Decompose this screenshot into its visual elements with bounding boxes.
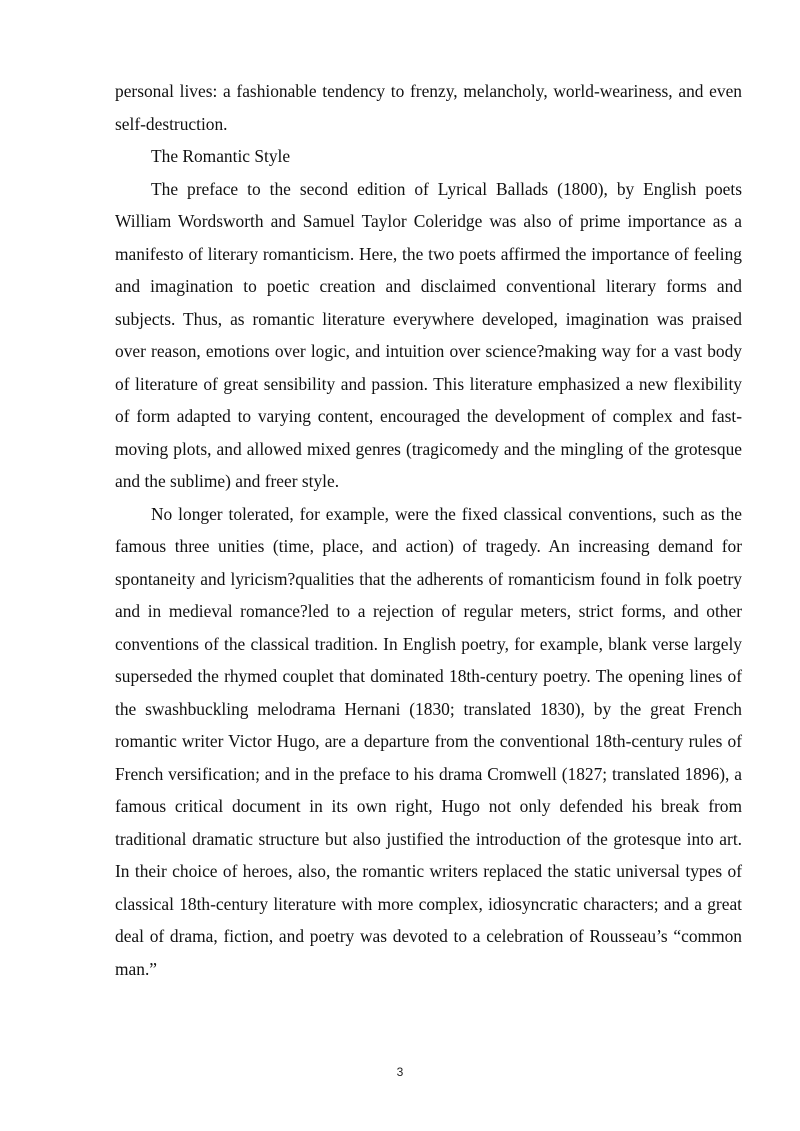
page-number: 3	[396, 1065, 404, 1079]
section-heading: The Romantic Style	[151, 146, 291, 166]
paragraph-preface: The preface to the second edition of Lyrical Ballads (1800), by English poets William Wordsworth and Samuel Taylor Coleridge was also of prime importance as a manifesto of literary romanticism. Here, the two poets affirmed the importance of feeling and imagination to poetic creation and disclaimed conventional literary forms and subjects. Thus, as romantic literature everywhere developed, imagination was praised over reason, emotions over logic, and intuition over science?making way for a vast body of literature of great sensibility and passion. This literature emphasized a new flexibility of form adapted to varying content, encouraged the development of complex and fast-moving plots, and allowed mixed genres (tragicomedy and the mingling of the grotesque and the sublime) and freer style.	[115, 178, 742, 491]
document-body	[115, 75, 742, 985]
paragraph-continuation: personal lives: a fashionable tendency to frenzy, melancholy, world-weariness, and even self-destruction.	[115, 81, 742, 134]
paragraph-conventions: No longer tolerated, for example, were the fixed classical conventions, such as the famous three unities (time, place, and action) of tragedy. An increasing demand for spontaneity and lyricism?qualities that the adherents of romanticism found in folk poetry and in medieval romance?led to a rejection of regular meters, strict forms, and other conventions of the classical tradition. In English poetry, for example, blank verse largely superseded the rhymed couplet that dominated 18th-century poetry. The opening lines of the swashbuckling melodrama Hernani (1830; translated 1830), by the great French romantic writer Victor Hugo, are a departure from the conventional 18th-century rules of French versification; and in the preface to his drama Cromwell (1827; translated 1896), a famous critical document in its own right, Hugo not only defended his break from traditional dramatic structure but also justified the introduction of the grotesque into art. In their choice of heroes, also, the romantic writers replaced the static universal types of classical 18th-century literature with more complex, idiosyncratic characters; and a great deal of drama, fiction, and poetry was devoted to a celebration of Rousseau’s “common man.”	[115, 503, 742, 979]
